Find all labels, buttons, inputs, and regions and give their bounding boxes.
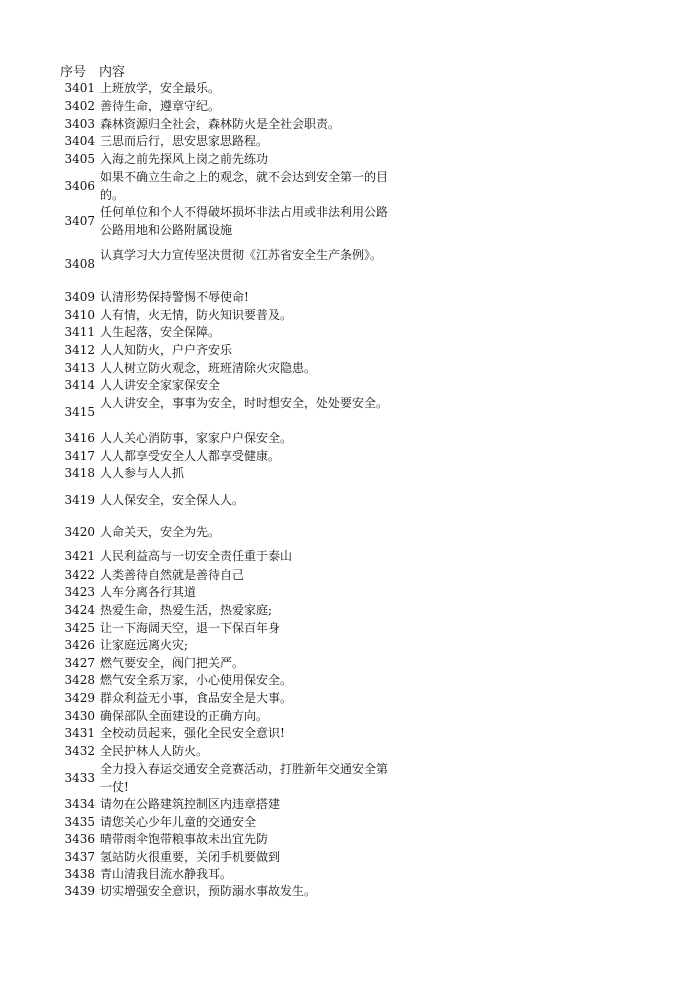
row-text: 氢站防火很重要，关闭手机要做到 <box>100 850 281 864</box>
row-number: 3432 <box>64 744 95 758</box>
row-text: 燃气要安全，阀门把关严。 <box>100 656 245 670</box>
row-text: 人人讲安全，事事为安全，时时想安全，处处要安全。 <box>100 396 389 410</box>
row-text: 人民利益高与一切安全责任重于泰山 <box>100 549 293 563</box>
list-item <box>60 813 390 831</box>
row-number: 3411 <box>64 325 95 339</box>
row-number: 3404 <box>64 134 95 148</box>
row-text: 人人树立防火观念，班班清除火灾隐患。 <box>100 361 317 375</box>
row-text: 请勿在公路建筑控制区内违章搭建 <box>100 797 281 811</box>
row-number: 3406 <box>64 179 95 193</box>
row-text: 人车分离各行其道 <box>100 585 197 599</box>
row-text: 人人参与人人抓 <box>100 466 185 480</box>
row-number: 3416 <box>64 431 95 445</box>
list-item <box>60 203 390 239</box>
list-item <box>60 689 390 707</box>
row-text: 人命关天，安全为先。 <box>100 525 221 539</box>
row-text: 森林资源归全社会，森林防火是全社会职责。 <box>100 117 341 131</box>
row-number: 3403 <box>64 117 95 131</box>
list-item <box>60 288 390 306</box>
row-number: 3425 <box>64 621 95 635</box>
list-item <box>60 707 390 725</box>
row-number: 3438 <box>64 867 95 881</box>
list-item <box>60 150 390 168</box>
list-item <box>60 447 390 465</box>
list-item <box>60 601 390 619</box>
list-item <box>60 359 390 377</box>
list-item <box>60 394 390 430</box>
row-text: 全校动员起来，强化全民安全意识! <box>100 726 285 740</box>
row-text: 认清形势保持警惕不辱使命! <box>100 290 249 304</box>
list-item <box>60 654 390 672</box>
list-item <box>60 636 390 654</box>
list-item <box>60 830 390 848</box>
row-number: 3434 <box>64 797 95 811</box>
row-text: 燃气安全系万家，小心使用保安全。 <box>100 673 293 687</box>
list-item <box>60 583 390 601</box>
list-item <box>60 306 390 324</box>
list-item <box>60 795 390 813</box>
list-item <box>60 724 390 742</box>
row-number: 3413 <box>64 361 95 375</box>
list-item <box>60 742 390 760</box>
row-number: 3415 <box>64 405 95 419</box>
row-number: 3431 <box>64 726 95 740</box>
row-text: 人人关心消防事，家家户户保安全。 <box>100 431 293 445</box>
list-item <box>60 168 390 204</box>
list-item <box>60 523 390 541</box>
row-number: 3424 <box>64 603 95 617</box>
row-text: 善待生命，遵章守纪。 <box>100 99 221 113</box>
list-item <box>60 246 390 282</box>
row-text: 热爱生命，热爱生活，热爱家庭; <box>100 603 273 617</box>
header-number: 序号 <box>60 65 87 80</box>
row-number: 3437 <box>64 850 95 864</box>
row-text: 群众利益无小事，食品安全是大事。 <box>100 691 293 705</box>
row-text: 确保部队全面建设的正确方向。 <box>100 709 269 723</box>
row-text: 人人知防火，户户齐安乐 <box>100 343 233 357</box>
row-number: 3435 <box>64 815 95 829</box>
list-item <box>60 760 390 796</box>
list-item <box>60 323 390 341</box>
row-text: 人有情，火无情，防火知识要普及。 <box>100 308 293 322</box>
row-number: 3417 <box>64 449 95 463</box>
row-number: 3407 <box>64 214 95 228</box>
row-number: 3433 <box>64 771 95 785</box>
row-text: 全民护林人人防火。 <box>100 744 209 758</box>
list-item <box>60 97 390 115</box>
list-item <box>60 619 390 637</box>
list-item <box>60 115 390 133</box>
row-number: 3408 <box>64 257 95 271</box>
row-text: 三思而后行，思安思家思路程。 <box>100 134 269 148</box>
list-item <box>60 882 390 900</box>
row-number: 3422 <box>64 568 95 582</box>
row-number: 3419 <box>64 493 95 507</box>
row-text: 全力投入春运交通安全竞赛活动，打胜新年交通安全第一仗! <box>100 762 389 794</box>
list-item <box>60 341 390 359</box>
row-text: 认真学习大力宣传坚决贯彻《江苏省安全生产条例》。 <box>100 248 383 262</box>
row-text: 人生起落，安全保障。 <box>100 325 221 339</box>
row-number: 3410 <box>64 308 95 322</box>
list-item <box>60 848 390 866</box>
row-text: 入海之前先探风上岗之前先练功 <box>100 152 269 166</box>
row-number: 3409 <box>64 290 95 304</box>
row-number: 3421 <box>64 549 95 563</box>
row-number: 3429 <box>64 691 95 705</box>
list-item <box>60 671 390 689</box>
row-number: 3418 <box>64 466 95 480</box>
row-number: 3436 <box>64 832 95 846</box>
row-number: 3426 <box>64 638 95 652</box>
list-item <box>60 865 390 883</box>
list-item <box>60 79 390 97</box>
row-number: 3439 <box>64 884 95 898</box>
row-number: 3423 <box>64 585 95 599</box>
row-text: 晴带雨伞饱带粮事故未出宜先防 <box>100 832 269 846</box>
row-number: 3414 <box>64 378 95 392</box>
list-item <box>60 429 390 447</box>
row-text: 如果不确立生命之上的观念，就不会达到安全第一的目的。 <box>100 170 389 202</box>
row-number: 3430 <box>64 709 95 723</box>
list-item <box>60 566 390 584</box>
row-text: 上班放学，安全最乐。 <box>100 81 221 95</box>
row-number: 3420 <box>64 525 95 539</box>
list-item <box>60 376 390 394</box>
row-text: 任何单位和个人不得破坏损坏非法占用或非法利用公路公路用地和公路附属设施 <box>100 205 389 237</box>
row-number: 3412 <box>64 343 95 357</box>
row-text: 人类善待自然就是善待自己 <box>100 568 245 582</box>
row-text: 让一下海阔天空，退一下保百年身 <box>100 621 281 635</box>
header-content: 内容 <box>99 65 126 80</box>
row-text: 让家庭远离火灾; <box>100 638 189 652</box>
row-text: 切实增强安全意识，预防溺水事故发生。 <box>100 884 317 898</box>
row-number: 3427 <box>64 656 95 670</box>
list-item <box>60 132 390 150</box>
row-text: 请您关心少年儿童的交通安全 <box>100 815 257 829</box>
row-number: 3401 <box>64 81 95 95</box>
row-text: 青山清我目流水静我耳。 <box>100 867 233 881</box>
list-item <box>60 464 390 482</box>
row-number: 3428 <box>64 673 95 687</box>
list-item <box>60 547 390 565</box>
row-number: 3402 <box>64 99 95 113</box>
list-item <box>60 491 390 509</box>
row-text: 人人都享受安全人人都享受健康。 <box>100 449 281 463</box>
row-text: 人人讲安全家家保安全 <box>100 378 221 392</box>
row-text: 人人保安全，安全保人人。 <box>100 493 245 507</box>
row-number: 3405 <box>64 152 95 166</box>
